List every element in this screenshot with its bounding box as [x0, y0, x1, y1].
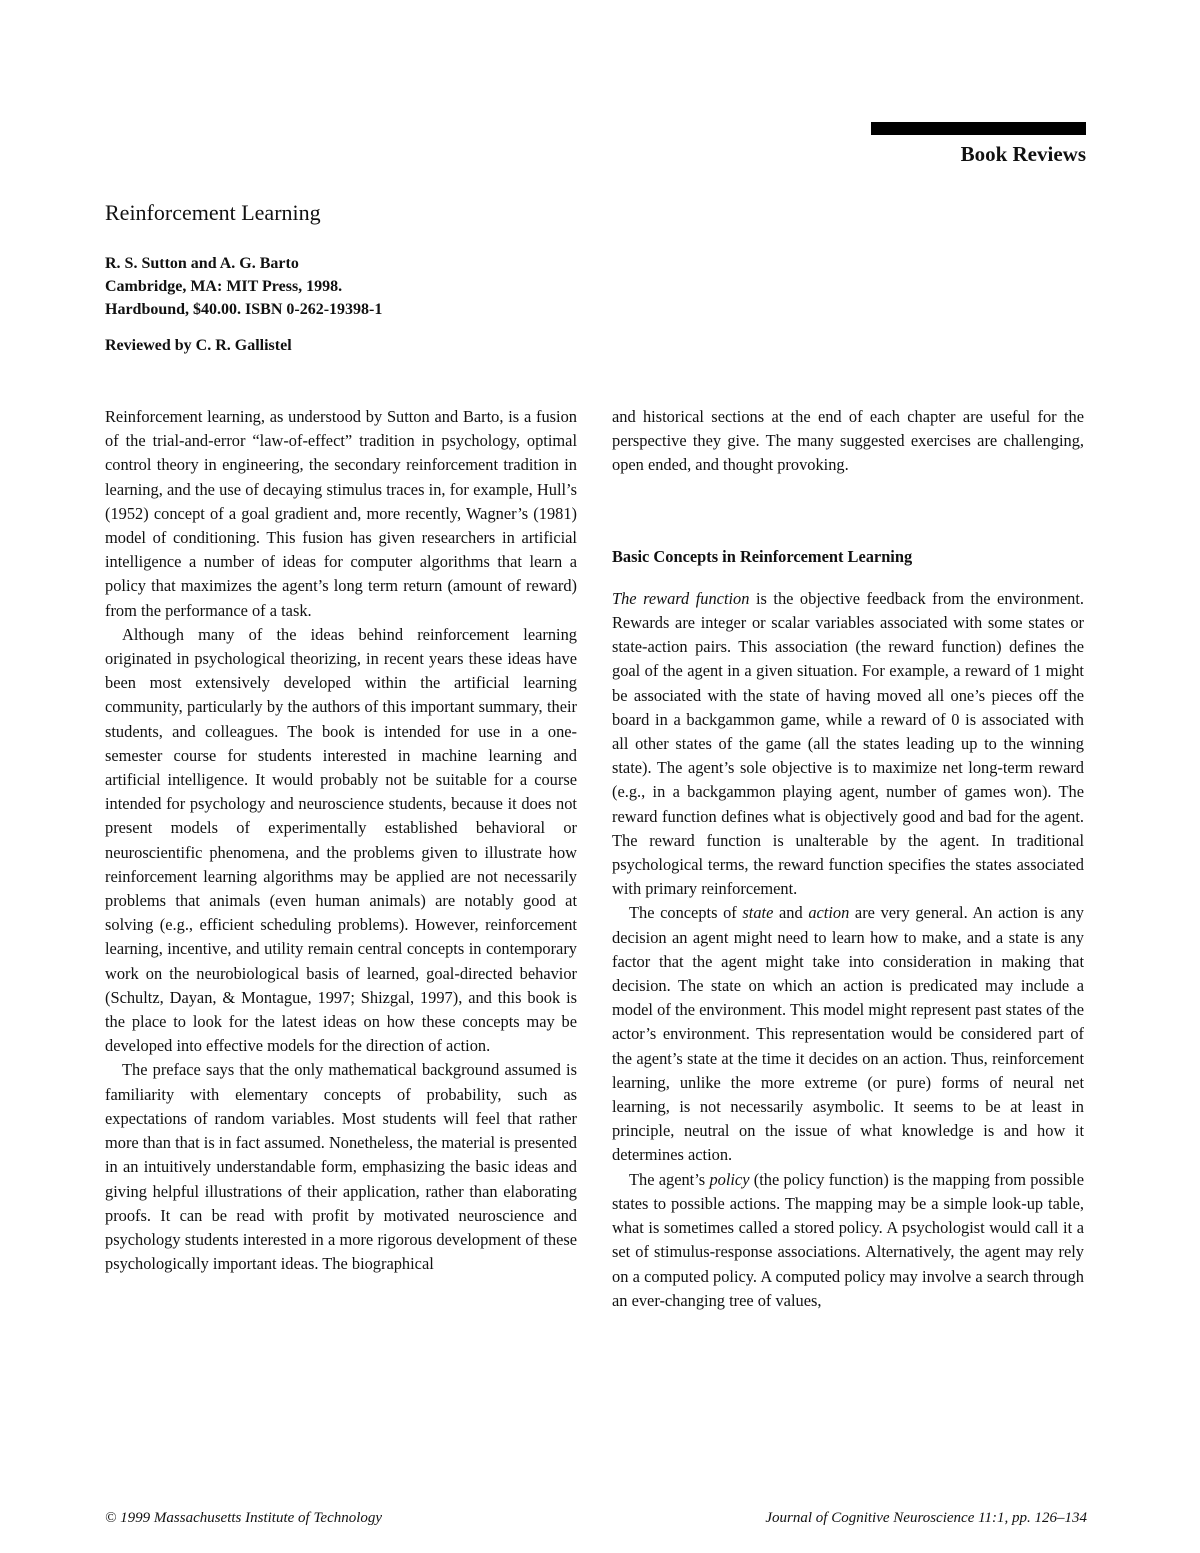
paragraph: and historical sections at the end of each chapter are useful for the perspective they give. The many suggested exercises are challenging, open ended, and thought provoking. [612, 407, 1084, 475]
paragraph-text: and [773, 903, 809, 923]
section-label: Book Reviews [960, 142, 1086, 166]
paragraph-text: (the policy function) is the mapping from possible states to possible actions. The mapping may be a simple look-up table, what is sometimes called a stored policy. A psychologist would call it a set of stimulus-response associations. Alternatively, the agent may rely on a computed policy. A computed policy may involve a search through an ever-changing tree of values, [612, 1169, 1085, 1310]
journal-footer: Journal of Cognitive Neuroscience 11:1, pp. 126–134 [765, 1510, 1087, 1526]
book-publisher: Cambridge, MA: MIT Press, 1998. [105, 278, 343, 295]
book-price-isbn: Hardbound, $40.00. ISBN 0-262-19398-1 [105, 301, 383, 318]
copyright-footer: © 1999 Massachusetts Institute of Technology [105, 1510, 383, 1526]
paragraph: The preface says that the only mathematical background assumed is familiarity with elementary concepts of probability, such as expectations of random variables. Most students will feel that rather more than that is in fact assumed. Nonetheless, the material is presented in an intuitively understandable form, emphasizing the basic ideas and giving helpful illustrations of their application, rather than elaborating proofs. It can be read with profit by motivated neuroscience and psychology students interested in a more rigorous development of these psychologically important ideas. The biographical [105, 1060, 577, 1274]
paragraph-text: is the objective feedback from the environment. Rewards are integer or scalar variables associated with some states or state-action pairs. This association (the reward function) defines the goal of the agent in a given situation. For example, a reward of 1 might be associated with the state of having moved all one’s pieces off the board in a backgammon game, while a reward of 0 is associated with all other states of the game (all the states leading up to the winning state). The agent’s sole objective is to maximize net long-term reward (e.g., in a backgammon playing agent, number of games won). The reward function defines what is objectively good and bad for the agent. The reward function is unalterable by the agent. In traditional psychological terms, the reward function specifies the states associated with primary reinforcement. [612, 588, 1084, 899]
paragraph-text: The concepts of [629, 903, 743, 923]
section-heading: Basic Concepts in Reinforcement Learning [612, 546, 913, 566]
paragraph [612, 1168, 1084, 1313]
right-column [612, 405, 1084, 1313]
emphasis: action [808, 903, 850, 923]
paragraph [612, 587, 1084, 902]
reviewer-line: Reviewed by C. R. Gallistel [105, 337, 292, 354]
emphasis: state [742, 903, 774, 923]
paragraph: Reinforcement learning, as understood by Sutton and Barto, is a fusion of the trial-and-error “law-of-effect” tradition in psychology, optimal control theory in engineering, the secondary reinforcement tradition in learning, and the use of decaying stimulus traces in, for example, Hull’s (1952) concept of a goal gradient and, more recently, Wagner’s (1981) model of conditioning. This fusion has given researchers in artificial intelligence a number of ideas for computer algorithms that learn a policy that maximizes the agent’s long term return (amount of reward) from the performance of a task. [105, 407, 577, 620]
left-column [105, 405, 577, 1276]
paragraph: Although many of the ideas behind reinforcement learning originated in psychological theorizing, in recent years these ideas have been most extensively developed within the artificial learning community, particularly by the authors of this important summary, their students, and colleagues. The book is intended for use in a one-semester course for students interested in machine learning and artificial intelligence. It would probably not be suitable for a course intended for psychology and neuroscience students, because it does not present models of experimentally established behavioral or neuroscientific phenomena, and the problems given to illustrate how reinforcement learning algorithms may be applied are not necessarily problems that animals (even human animals) are notably good at solving (e.g., efficient scheduling problems). However, reinforcement learning, incentive, and utility remain central concepts in contemporary work on the neurobiological basis of learned, goal-directed behavior (Schultz, Dayan, & Montague, 1997; Shizgal, 1997), and this book is the place to look for the latest ideas on how these concepts may be developed into effective models for the direction of action. [105, 624, 577, 1056]
book-metadata [105, 252, 382, 321]
review-title: Reinforcement Learning [105, 200, 321, 225]
emphasis: The reward function [612, 588, 750, 608]
paragraph-text: The agent’s [629, 1169, 710, 1189]
paragraph [612, 901, 1084, 1167]
header-rule [871, 122, 1086, 135]
paragraph-text: are very general. An action is any decision an agent might need to learn how to make, and a state is any factor that the agent might take into consideration in making that decision. The state on which an action is predicated may include a model of the environment. This model might represent past states of the actor’s environment. This representation would be considered part of the agent’s state at the time it decides on an action. Thus, reinforcement learning, unlike the more extreme (or pure) forms of neural net learning, is not necessarily asymbolic. It seems to be at least in principle, neutral on the issue of what knowledge is and how it determines action. [612, 903, 1084, 1165]
emphasis: policy [709, 1169, 750, 1189]
book-authors: R. S. Sutton and A. G. Barto [105, 255, 299, 272]
